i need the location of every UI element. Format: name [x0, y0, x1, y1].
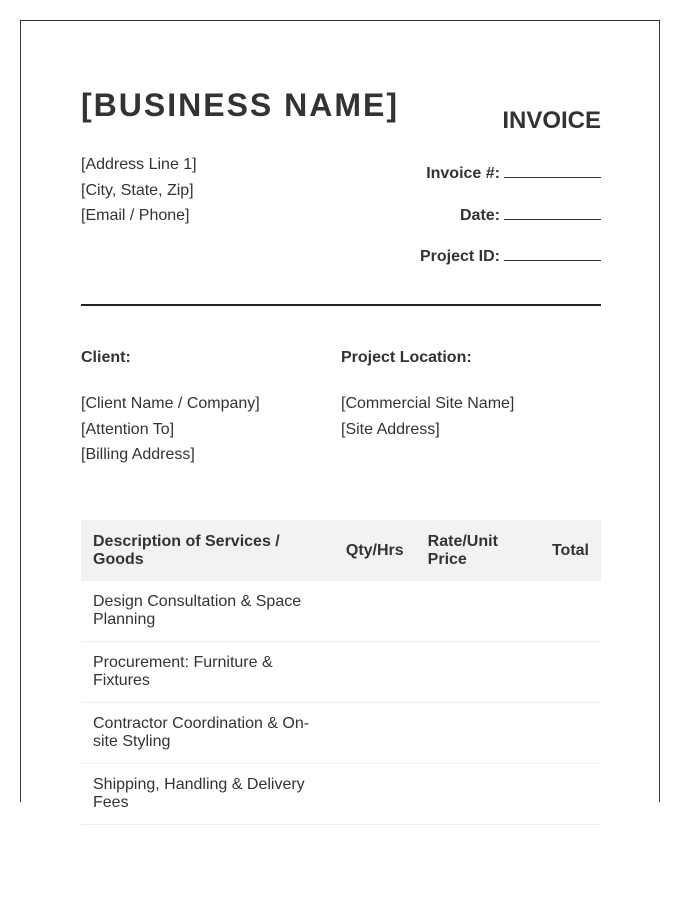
client-label: Client: [81, 349, 131, 366]
date-label: Date: [459, 206, 500, 224]
rate-cell[interactable] [416, 642, 540, 703]
total-cell[interactable] [540, 581, 601, 642]
address-line: [Address Line 1] [81, 156, 197, 173]
client-details [81, 391, 260, 468]
qty-cell[interactable] [334, 703, 416, 764]
rate-cell[interactable] [416, 581, 540, 642]
header-divider [81, 304, 601, 306]
description-cell: Shipping, Handling & Delivery Fees [81, 764, 334, 825]
site-name-line: [Commercial Site Name] [341, 395, 515, 412]
invoice-number-label: Invoice #: [426, 165, 500, 182]
project-location-details [341, 391, 514, 442]
qty-cell[interactable] [334, 764, 416, 825]
table-header-row [81, 520, 601, 581]
total-cell[interactable] [540, 703, 601, 764]
invoice-title: INVOICE [502, 107, 601, 134]
qty-cell[interactable] [334, 642, 416, 703]
invoice-number-field[interactable] [504, 161, 601, 178]
date-field[interactable] [504, 203, 601, 220]
email-phone-line: [Email / Phone] [81, 207, 190, 224]
client-name-line: [Client Name / Company] [81, 395, 260, 412]
project-id-field[interactable] [504, 244, 601, 261]
business-name: [BUSINESS NAME] [81, 87, 400, 123]
billing-address-line: [Billing Address] [81, 446, 195, 463]
site-address-line: [Site Address] [341, 420, 440, 438]
total-cell[interactable] [540, 642, 601, 703]
date-row [301, 203, 601, 245]
business-address [81, 152, 197, 229]
description-cell: Procurement: Furniture & Fixtures [81, 642, 334, 703]
line-items-table [81, 520, 601, 825]
total-header: Total [540, 520, 601, 581]
rate-cell[interactable] [416, 764, 540, 825]
qty-cell[interactable] [334, 581, 416, 642]
rate-header: Rate/Unit Price [416, 520, 540, 581]
invoice-page [20, 20, 660, 811]
project-location-label: Project Location: [341, 349, 472, 366]
invoice-meta [301, 161, 601, 286]
invoice-number-row [301, 161, 601, 203]
description-cell: Design Consultation & Space Planning [81, 581, 334, 642]
description-cell: Contractor Coordination & On-site Styling [81, 703, 334, 764]
table-row [81, 581, 601, 642]
table-row [81, 642, 601, 703]
city-state-zip-line: [City, State, Zip] [81, 181, 194, 199]
total-cell[interactable] [540, 764, 601, 825]
table-row [81, 764, 601, 825]
project-id-label: Project ID: [419, 248, 500, 265]
table-row [81, 703, 601, 764]
description-header: Description of Services / Goods [81, 520, 334, 581]
rate-cell[interactable] [416, 703, 540, 764]
attention-line: [Attention To] [81, 420, 175, 438]
project-id-row [301, 244, 601, 286]
qty-header: Qty/Hrs [334, 520, 416, 581]
